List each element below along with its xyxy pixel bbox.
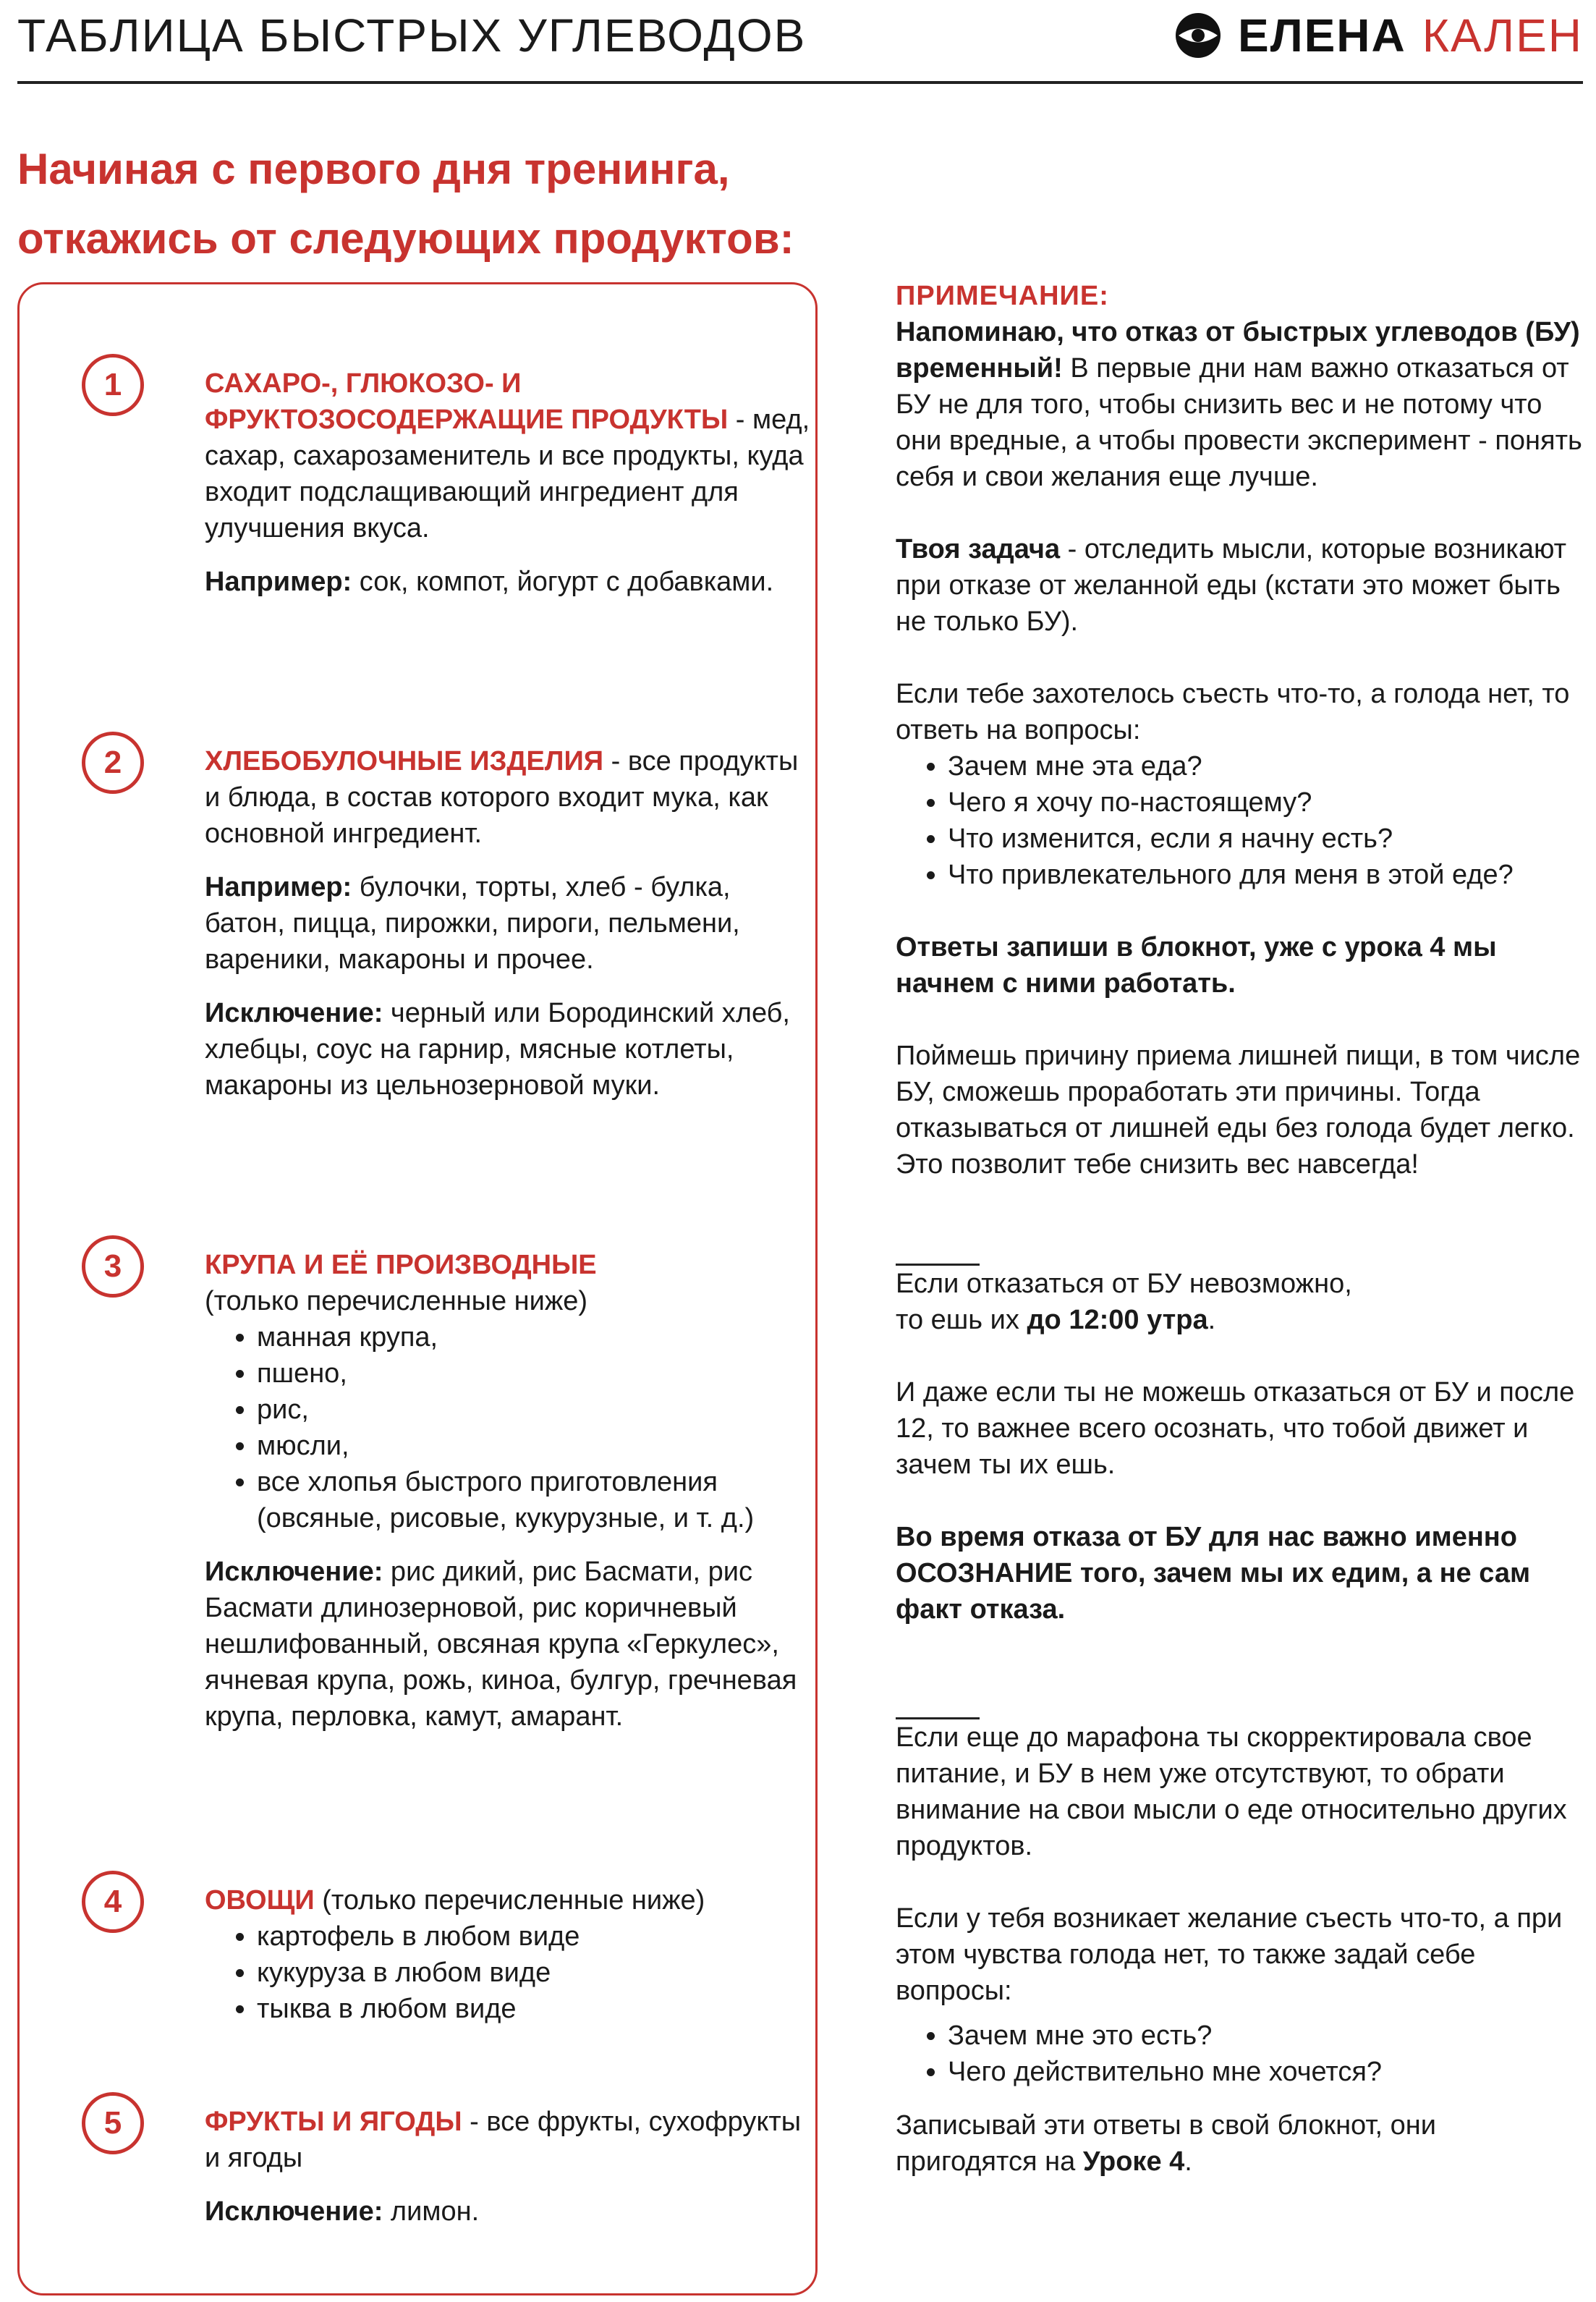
question-item: • Что привлекательного для меня в этой еде? xyxy=(948,857,1583,893)
note-p6-a: то ешь их xyxy=(896,1305,1027,1335)
note-p2: - отследить мысли, которые возникают при отказе от желанной еды (кстати это может быть не только БУ). xyxy=(896,534,1567,637)
page-headline xyxy=(17,135,958,274)
exception-label: Исключение: xyxy=(205,998,383,1028)
item-number-badge: 1 xyxy=(82,354,144,416)
brand-first-name: ЕЛЕНА xyxy=(1238,9,1406,62)
brand-logo xyxy=(1174,9,1583,62)
list-item: • кукуруза в любом виде xyxy=(257,1955,812,1991)
item-title: КРУПА И ЕЁ ПРОИЗВОДНЫЕ xyxy=(205,1250,597,1280)
note-p6-b: . xyxy=(1207,1305,1216,1335)
headline-line-2: откажись от следующих продуктов: xyxy=(17,214,794,263)
brand-last-name: КАЛЕН xyxy=(1422,9,1583,62)
note-p2-bold: Твоя задача xyxy=(896,534,1061,564)
item-number-badge: 2 xyxy=(82,732,144,794)
item-desc: - мед, сахар, сахарозаменитель и все продукты, куда входит подслащивающий ингредиент для улучшения вкуса. xyxy=(205,405,810,543)
note-p11-a: Записывай эти ответы в свой блокнот, они пригодятся на xyxy=(896,2110,1437,2177)
note-p6-line1: Если отказаться от БУ невозможно, xyxy=(896,1269,1352,1299)
list-item: • пшено, xyxy=(257,1355,812,1392)
item-title: ХЛЕБОБУЛОЧНЫЕ ИЗДЕЛИЯ xyxy=(205,746,604,776)
list-item: • все хлопья быстрого приготовления (овсяные, рисовые, кукурузные, и т. д.) xyxy=(257,1464,812,1536)
note-p11-bold: Уроке 4 xyxy=(1082,2146,1185,2177)
note-p1: В первые дни нам важно отказаться от БУ не для того, чтобы снизить вес и не потому что они вредные, а чтобы провести эксперимент - понять себя и свои желания еще лучше. xyxy=(896,353,1582,492)
item-number-badge: 5 xyxy=(82,2092,144,2154)
list-item: • рис, xyxy=(257,1392,812,1428)
exception-label: Исключение: xyxy=(205,2196,383,2227)
item-title: ФРУКТЫ И ЯГОДЫ xyxy=(205,2107,462,2137)
page-header xyxy=(17,6,1583,84)
list-item: • мюсли, xyxy=(257,1428,812,1464)
questions-list xyxy=(896,748,1583,893)
example-text: сок, компот, йогурт с добавками. xyxy=(352,567,774,597)
question-item: • Что изменится, если я начну есть? xyxy=(948,821,1583,857)
item-grains xyxy=(205,1247,812,1735)
vegetables-list xyxy=(205,1918,812,2027)
grains-list xyxy=(205,1319,812,1536)
eye-logo-icon xyxy=(1174,12,1222,59)
exception-text: рис дикий, рис Басмати, рис Басмати длинозерновой, рис коричневый нешлифованный, овсяная крупа «Геркулес», ячневая крупа, рожь, киноа, булгур, гречневая крупа, перловка, камут, амарант. xyxy=(205,1557,797,1732)
note-p4-bold: Ответы запиши в блокнот, уже с урока 4 мы начнем с ними работать. xyxy=(896,932,1497,999)
document-title: ТАБЛИЦА БЫСТРЫХ УГЛЕВОДОВ xyxy=(17,9,807,62)
item-bakery xyxy=(205,743,812,1104)
item-sugar xyxy=(205,365,812,600)
item-desc: - все фрукты, сухофрукты и ягоды xyxy=(205,2107,802,2173)
note-p6-bold: до 12:00 утра xyxy=(1027,1305,1208,1335)
item-number-badge: 4 xyxy=(82,1871,144,1933)
example-label: Например: xyxy=(205,567,352,597)
note-p3: Если тебе захотелось съесть что-то, а голода нет, то ответь на вопросы: xyxy=(896,679,1570,745)
note-label: ПРИМЕЧАНИЕ: xyxy=(896,281,1109,311)
note-p11-b: . xyxy=(1184,2146,1192,2177)
item-desc: (только перечисленные ниже) xyxy=(205,1286,588,1316)
question-item: • Чего я хочу по-настоящему? xyxy=(948,784,1583,821)
question-item: • Зачем мне эта еда? xyxy=(948,748,1583,784)
question-item: • Зачем мне это есть? xyxy=(948,2018,1583,2054)
note-p9: Если еще до марафона ты скорректировала свое питание, и БУ в нем уже отсутствуют, то обрати внимание на свои мысли о еде относительно других продуктов. xyxy=(896,1722,1567,1861)
list-item: • тыква в любом виде xyxy=(257,1991,812,2027)
item-vegetables xyxy=(205,1882,812,2027)
list-item: • картофель в любом виде xyxy=(257,1918,812,1955)
note-column xyxy=(896,278,1583,2180)
products-box xyxy=(17,282,818,2295)
note-p1-bold: Напоминаю, что отказ от быстрых углеводов (БУ) временный! xyxy=(896,317,1580,384)
headline-line-1: Начиная с первого дня тренинга, xyxy=(17,145,730,193)
list-item: • манная крупа, xyxy=(257,1319,812,1355)
item-number-badge: 3 xyxy=(82,1235,144,1298)
questions-list-2 xyxy=(896,2018,1583,2090)
exception-label: Исключение: xyxy=(205,1557,383,1587)
note-p7: И даже если ты не можешь отказаться от БУ и после 12, то важнее всего осознать, что тобой движет и зачем ты их ешь. xyxy=(896,1377,1575,1480)
exception-text: черный или Бородинский хлеб, хлебцы, соус на гарнир, мясные котлеты, макароны из цельнозерновой муки. xyxy=(205,998,790,1101)
item-fruits xyxy=(205,2104,812,2230)
note-p5: Поймешь причину приема лишней пищи, в том числе БУ, сможешь проработать эти причины. Тогда отказываться от лишней еды без голода будет легко. Это позволит тебе снизить вес навсегда! xyxy=(896,1041,1581,1180)
item-title: САХАРО-, ГЛЮКОЗО- И ФРУКТОЗОСОДЕРЖАЩИЕ ПРОДУКТЫ xyxy=(205,368,729,435)
example-label: Например: xyxy=(205,872,352,902)
question-item: • Чего действительно мне хочется? xyxy=(948,2054,1583,2090)
item-desc: - все продукты и блюда, в состав которого входит мука, как основной ингредиент. xyxy=(205,746,799,849)
example-text: булочки, торты, хлеб - булка, батон, пицца, пирожки, пироги, пельмени, вареники, макароны и прочее. xyxy=(205,872,740,975)
item-desc: (только перечисленные ниже) xyxy=(314,1885,705,1916)
exception-text: лимон. xyxy=(383,2196,480,2227)
note-p8-bold: Во время отказа от БУ для нас важно именно ОСОЗНАНИЕ того, зачем мы их едим, а не сам факт отказа. xyxy=(896,1522,1531,1625)
item-title: ОВОЩИ xyxy=(205,1885,315,1916)
note-p10: Если у тебя возникает желание съесть что-то, а при этом чувства голода нет, то также задай себе вопросы: xyxy=(896,1903,1563,2006)
